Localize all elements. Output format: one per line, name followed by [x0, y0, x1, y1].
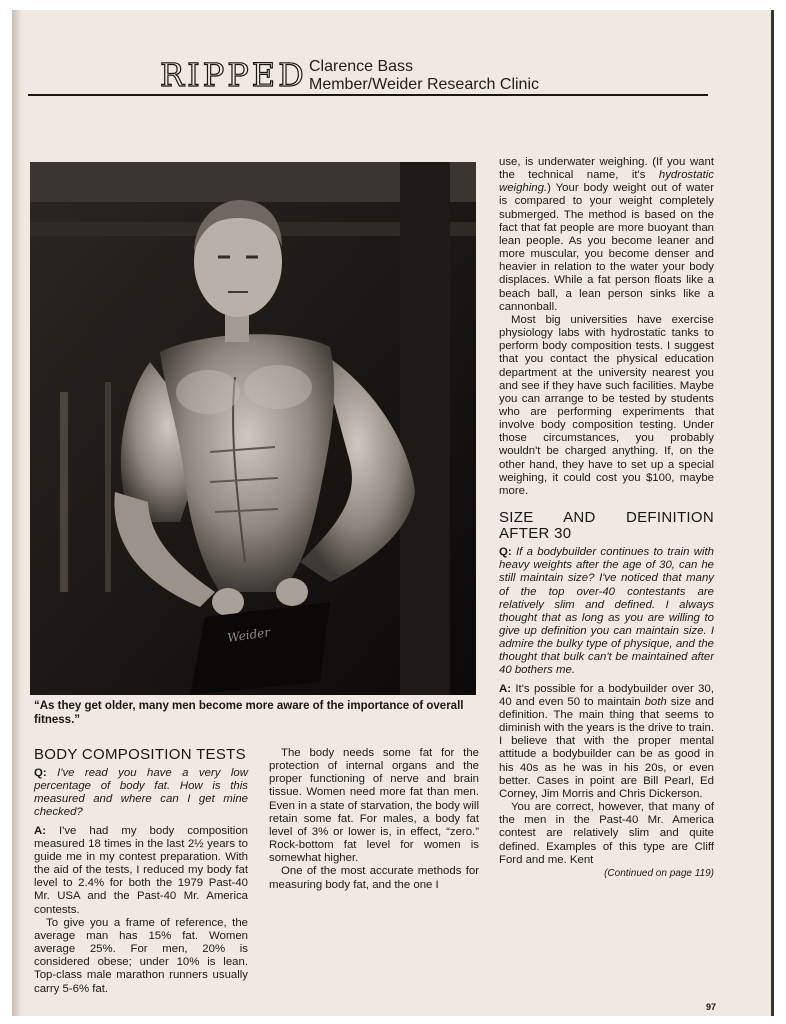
hydrostatic-term: hydrostatic weighing.: [499, 169, 714, 195]
question-text: I've read you have a very low percentage of body fat. How is this measured and where can I get mine checked?: [34, 767, 248, 819]
author-affiliation: Member/Weider Research Clinic: [309, 76, 539, 93]
answer-paragraph-3: The body needs some fat for the protection of internal organs and the proper functioning of nerve and brain tissue. Women need more fat than men. Even in a state of starvation, the body will retain some fat. For males, a body fat level of 3% or lower is, in effect, “zero.” Rock-bottom fat level for women is somewhat higher.: [269, 747, 479, 865]
continued-note: (Continued on page 119): [604, 867, 714, 879]
answer-label: A:: [499, 682, 512, 695]
question-text: If a bodybuilder continues to train with heavy weights after the age of 30, can he still maintain size? I've noticed that many of the top over-40 contestants are relatively slim and defined. I always thought that as long as you are willing to give up definition you can maintain size. I admire the bulky type of physique, and the thought that bulk can't be maintained after 40 bothers me.: [499, 546, 714, 677]
page-edge: [771, 10, 774, 1016]
answer-label: A:: [34, 824, 47, 837]
page-number: 97: [706, 1002, 717, 1012]
header-rule: [28, 94, 708, 96]
article-column-1: [34, 747, 248, 996]
section-heading-body-composition: BODY COMPOSITION TESTS: [34, 746, 246, 763]
page-spine-shadow: [12, 10, 22, 1016]
question-size-definition: [499, 546, 714, 678]
question-label: Q:: [499, 546, 512, 559]
column-logo: RIPPED: [160, 56, 307, 94]
article-column-2: [269, 747, 479, 892]
author-name: Clarence Bass: [309, 58, 414, 75]
answer-size-paragraph-1: A: It's possible for a bodybuilder over 30, 40 and even 50 to maintain both size and definition. The main thing that seems to diminish with the years is the drive to train. I believe that with the proper mental attitude a bodybuilder can be as good in his 40s as he was in his 20s, or even better. Cases in point are Bill Pearl, Ed Corney, Jim Morris and Chris Dickerson.: [499, 682, 715, 800]
byline: [309, 58, 539, 94]
answer-size-paragraph-2: You are correct, however, that many of the men in the Past-40 Mr. America contest are relatively slim and quite defined. Examples of this type are Cliff Ford and me. Kent: [499, 801, 714, 866]
answer-paragraph-5: Most big universities have exercise physiology labs with hydrostatic tanks to perform body composition tests. I suggest that you contact the physical education department at the university nearest you and see if they have such facilities. Maybe you can arrange to be tested by students who are performing experiments that involve body composition testing. Under those circumstances, you probably wouldn't be charged anything. If, on the other hand, they have to set up a special weighing, it could cost you $100, maybe more.: [499, 313, 714, 497]
section-heading-size-definition: SIZE AND DEFINITION AFTER 30: [499, 509, 714, 543]
question-label: Q:: [34, 767, 47, 779]
emphasis-both: both: [644, 695, 667, 708]
trunks-logo: Weider: [226, 625, 271, 645]
answer-text-1: I've had my body composition measured 18 times in the last 2½ years to guide me in my contest preparation. With the aid of the tests, I reduced my body fat level to 2.4% for both the 1979 Past-40 Mr. USA and the Past-40 Mr. America contests.: [34, 824, 248, 916]
answer-paragraph-4-start: One of the most accurate methods for measuring body fat, and the one I: [269, 865, 479, 891]
answer-paragraph-1: [34, 825, 248, 917]
question-body-composition: [34, 767, 248, 820]
magazine-page: [12, 10, 774, 1016]
photo-caption: “As they get older, many men become more aware of the importance of overall fitness.”: [34, 700, 464, 726]
bodybuilder-photo: [30, 162, 476, 695]
article-column-3: [499, 156, 714, 880]
answer-paragraph-2: To give you a frame of reference, the average man has 15% fat. Women average 25%. For men, 20% is considered obese; under 10% is lean. Top-class male marathon runners usually carry 5-6% fat.: [34, 916, 248, 995]
answer-paragraph-4-continued: use, is underwater weighing. (If you want the technical name, it's hydrostatic weighing.) Your body weight out of water is compared to your weight completely submerged. The method is based on the fact that fat people are more buoyant than lean people. As you become leaner and more muscular, you become denser and heavier in relation to the water your body displaces. While a fat person floats like a beach ball, a lean person sinks like a cannonball.: [499, 156, 714, 313]
